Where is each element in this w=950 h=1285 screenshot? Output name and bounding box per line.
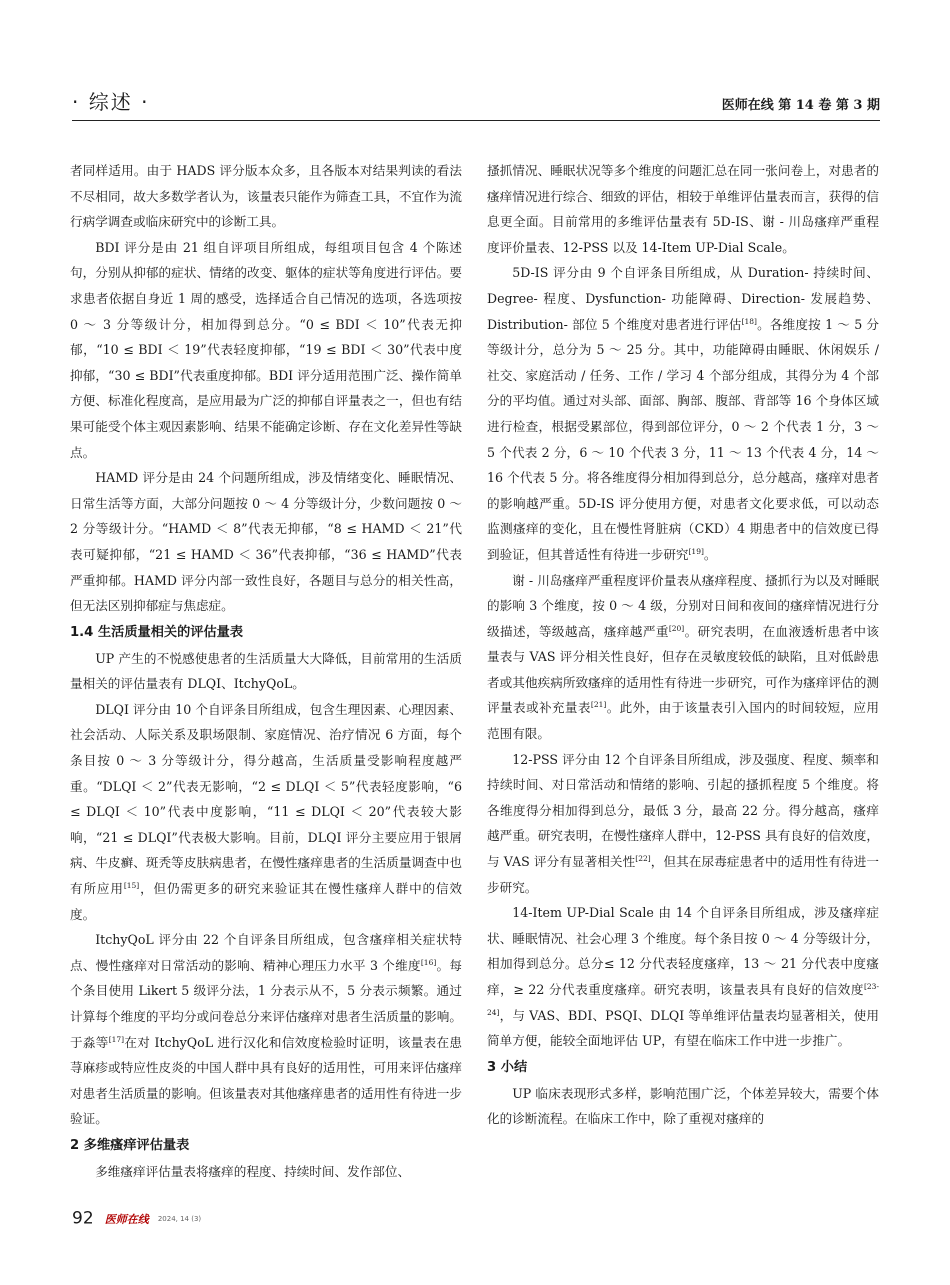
paragraph-text: 。此外，由于该量表引入国内的时间较短，应用范围有限。 (487, 700, 880, 742)
citation: [17] (108, 1034, 125, 1044)
paragraph-text: 14-Item UP-Dial Scale 由 14 个自评条目所组成，涉及瘙痒症状、睡眠情况、社会心理 3 个维度。每个条目按 0 ～ 4 分等级计分，相加得到总分。总分≤ 12 分代表轻度瘙痒，13 ～ 21 分代表中度瘙痒，≥ 22 分代表重度瘙痒。研究表明，该量表具有良好的信效度 (487, 905, 879, 997)
citation: [21] (590, 700, 607, 710)
paragraph: UP 临床表现形式多样，影响范围广泛，个体差异较大，需要个体化的诊断流程。在临床工作中，除了重视对瘙痒的 (487, 1085, 879, 1127)
page-footer (72, 1208, 201, 1232)
citation: [16] (420, 957, 437, 967)
citation: [20] (668, 623, 685, 633)
section-heading-3: 3 小结 (487, 1059, 528, 1075)
citation: [19] (688, 546, 704, 556)
paragraph-text: 。每个条目使用 Likert 5 级评分法，1 分表示从不，5 分表示频繁。通过计算每个维度的平均分或问卷总分来评估瘙痒对患者生活质量的影响。于淼等 (70, 957, 462, 1050)
citation: [18] (741, 316, 757, 326)
citation: [22] (635, 854, 651, 864)
paragraph-text: 12-PSS 评分由 12 个自评条目所组成，涉及强度、程度、频率和持续时间、对日常活动和情绪的影响、引起的搔抓程度 5 个维度。将各维度得分相加得到总分，最低 3 分，最高 22 分。得分越高，瘙痒越严重。研究表明，在慢性瘙痒人群中，12-PSS 具有良好的信效度，与 VAS 评分有显著相关性 (487, 751, 879, 870)
section-label: · 综述 · (72, 90, 150, 114)
paragraph-text: 。研究表明，在血液透析患者中该量表与 VAS 评分相关性良好，但存在灵敏度较低的缺陷，且对低龄患者或其他疾病所致瘙痒的适用性有待进一步研究，可作为瘙痒评估的测评量表或补充量表 (487, 623, 880, 716)
paragraph: HAMD 评分是由 24 个问题所组成，涉及情绪变化、睡眠情况、日常生活等方面，大部分问题按 0 ～ 4 分等级计分，少数问题按 0 ～ 2 分等级计分。“HAMD ＜ 8”代表无抑郁，“8 ≤ HAMD ＜ 21”代表可疑抑郁，“21 ≤ HAMD ＜ 36”代表抑郁，“36 ≤ HAMD”代表严重抑郁。HAMD 评分内部一致性良好，各题目与总分的相关性高，但无法区别抑郁症与焦虑症。 (70, 470, 462, 614)
paragraph-text: 在对 ItchyQoL 进行汉化和信效度检验时证明，该量表在患荨麻疹或特应性皮炎的中国人群中具有良好的适用性，可用来评估瘙痒对患者生活质量的影响。但该量表对其他瘙痒患者的适用性有待进一步验证。 (70, 1034, 463, 1127)
section-heading-1-4: 1.4 生活质量相关的评估量表 (70, 624, 244, 640)
paragraph (487, 568, 879, 747)
paragraph-text: ，但仍需更多的研究来验证其在慢性瘙痒人群中的信效度。 (70, 881, 463, 922)
right-column (487, 158, 879, 1132)
paragraph-text: 。 (703, 546, 717, 562)
paragraph: 搔抓情况、睡眠状况等多个维度的问题汇总在同一张问卷上，对患者的瘙痒情况进行综合、细致的评估，相较于单维评估量表而言，获得的信息更全面。目前常用的多维评估量表有 5D-IS、谢 - 川岛瘙痒严重程度评价量表、12-PSS 以及 14-Item UP-Dial Scale。 (487, 163, 879, 255)
paragraph (70, 697, 462, 927)
journal-issue-info: 医师在线 第 14 卷 第 3 期 (721, 98, 880, 113)
paragraph (487, 900, 879, 1054)
paragraph-text: 5D-IS 评分由 9 个自评条目所组成，从 Duration- 持续时间、Degree- 程度、Dysfunction- 功能障碍、Direction- 发展趋势、Distribution- 部位 5 个维度对患者进行评估 (487, 265, 879, 332)
paragraph (487, 260, 879, 567)
paragraph (70, 927, 462, 1132)
paragraph: 多维瘙痒评估量表将瘙痒的程度、持续时间、发作部位、 (95, 1163, 411, 1179)
left-column (70, 158, 462, 1185)
paragraph (487, 747, 879, 901)
citation: [15] (123, 881, 140, 891)
paragraph-text: ，与 VAS、BDI、PSQI、DLQI 等单维评估量表均显著相关，使用简单方便，能较全面地评估 UP，有望在临床工作中进一步推广。 (487, 1007, 879, 1049)
paragraph-text: ，但其在尿毒症患者中的适用性有待进一步研究。 (487, 854, 880, 895)
section-heading-2: 2 多维瘙痒评估量表 (70, 1137, 190, 1153)
paragraph: BDI 评分是由 21 组自评项目所组成，每组项目包含 4 个陈述句，分别从抑郁的症状、情绪的改变、躯体的症状等角度进行评估。要求患者依据自身近 1 周的感受，选择适合自己情况的选项，各选项按 0 ～ 3 分等级计分，相加得到总分。“0 ≤ BDI ＜ 10”代表无抑郁，“10 ≤ BDI ＜ 19”代表轻度抑郁，“19 ≤ BDI ＜ 30”代表中度抑郁，“30 ≤ BDI”代表重度抑郁。BDI 评分适用范围广泛、操作简单方便、标准化程度高，是应用最为广泛的抑郁自评量表之一，但也有结果可能受个体主观因素影响、结果不能确定诊断、存在文化差异性等缺点。 (70, 239, 462, 460)
paragraph-text: ItchyQoL 评分由 22 个自评条目所组成，包含瘙痒相关症状特点、慢性瘙痒对日常活动的影响、精神心理压力水平 3 个维度 (70, 932, 462, 973)
paragraph-text: 。各维度按 1 ～ 5 分等级计分，总分为 5 ～ 25 分。其中，功能障碍由睡眠、休闲娱乐 / 社交、家庭活动 / 任务、工作 / 学习 4 个部分组成，其得分为 4 个部分的平均值。通过对头部、面部、胸部、腹部、背部等 16 个身体区域进行检查，根据受累部位，得到部位评分，0 ～ 2 个代表 1 分，3 ～ 5 个代表 2 分，6 ～ 10 个代表 3 分，11 ～ 13 个代表 4 分，14 ～ 16 个代表 5 分。将各维度得分相加得到总分，总分越高，瘙痒对患者的影响越严重。5D-IS 评分使用方便，对患者文化要求低，可以动态监测瘙痒的变化，且在慢性肾脏病（CKD）4 期患者中的信效度已得到验证，但其普适性有待进一步研究 (487, 316, 879, 562)
page-number: 92 (72, 1208, 94, 1229)
paragraph-text: DLQI 评分由 10 个自评条目所组成，包含生理因素、心理因素、社会活动、人际关系及职场限制、家庭情况、治疗情况 6 方面，每个条目按 0 ～ 3 分等级计分，得分越高，生活质量受影响程度越严重。“DLQI ＜ 2”代表无影响，“2 ≤ DLQI ＜ 5”代表轻度影响，“6 ≤ DLQI ＜ 10”代表中度影响，“11 ≤ DLQI ＜ 20”代表较大影响，“21 ≤ DLQI”代表极大影响。目前，DLQI 评分主要应用于银屑病、牛皮癣、斑秃等皮肤病患者，在慢性瘙痒患者的生活质量调查中也有所应用 (70, 701, 462, 897)
paragraph: 者同样适用。由于 HADS 评分版本众多，且各版本对结果判读的看法不尽相同，故大多数学者认为，该量表只能作为筛查工具，不宜作为流行病学调查或临床研究中的诊断工具。 (70, 163, 462, 230)
paragraph: UP 产生的不悦感使患者的生活质量大大降低，目前常用的生活质量相关的评估量表有 DLQI、ItchyQoL。 (70, 650, 462, 692)
page-header (72, 86, 880, 121)
journal-logo: 医师在线 (104, 1212, 149, 1226)
paragraph-text: 谢 - 川岛瘙痒严重程度评价量表从瘙痒程度、搔抓行为以及对睡眠的影响 3 个维度，按 0 ～ 4 级，分别对日间和夜间的瘙痒情况进行分级描述，等级越高，瘙痒越严重 (487, 572, 879, 639)
issue-label: 2024, 14 (3) (157, 1214, 202, 1223)
citation: [23-24] (487, 982, 879, 1017)
